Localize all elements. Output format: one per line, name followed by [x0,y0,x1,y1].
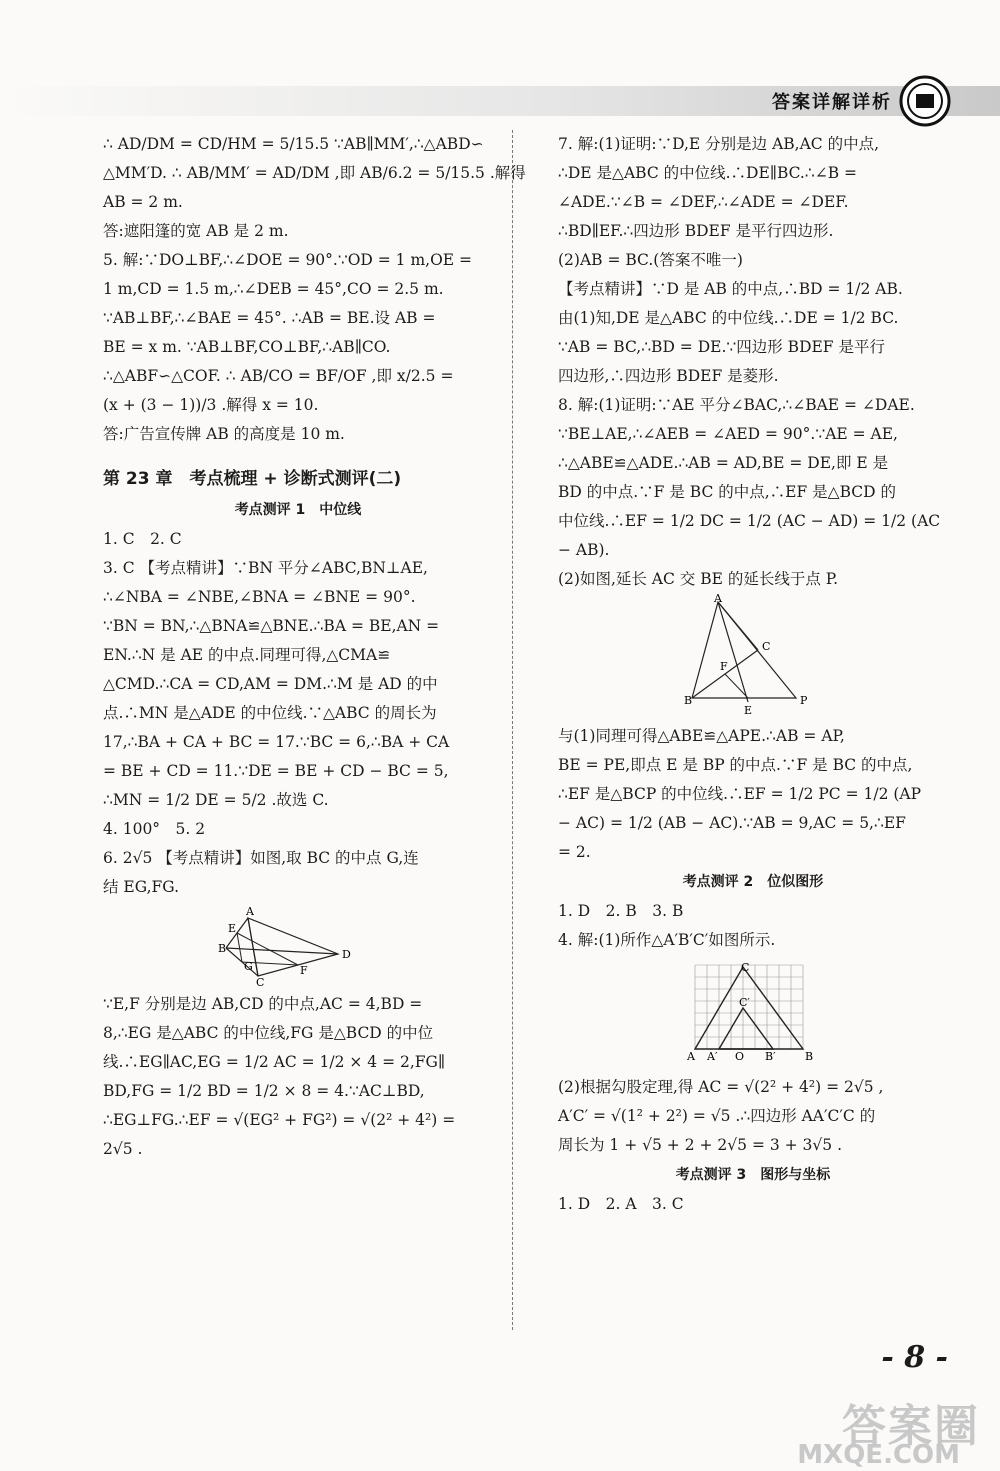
text-line: (2)AB = BC.(答案不唯一) [558,251,743,269]
text-line: 结 EG,FG. [103,878,180,896]
text-line: 答:遮阳篷的宽 AB 是 2 m. [103,222,289,240]
text-line: ∠ADE.∵∠B = ∠DEF,∴∠ADE = ∠DEF. [558,193,849,211]
fig1-label-a: A [246,905,254,918]
fig1-label-f: F [300,964,308,977]
logo-icon [898,74,952,128]
text-line: 1. C 2. C [103,530,182,548]
watermark-sub: MXQE.COM [797,1440,960,1470]
fig2-label-c: C [762,640,771,653]
fig2-label-f: F [720,660,728,673]
text-line: 【考点精讲】∵D 是 AB 的中点,∴BD = 1/2 AB. [558,280,903,298]
fig3-label-o: O [735,1050,745,1063]
left-column [103,130,526,1164]
text-line: ∵E,F 分别是边 AB,CD 的中点,AC = 4,BD = [103,995,423,1013]
text-line: ∴EF 是△BCP 的中位线.∴EF = 1/2 PC = 1/2 (AP [558,785,922,803]
fig1-label-d: D [342,948,351,961]
fig1-label-g: G [244,960,253,973]
text-line: 四边形,∴四边形 BDEF 是菱形. [558,367,779,385]
text-line: 4. 解:(1)所作△A′B′C′如图所示. [558,931,776,949]
text-line: △MM′D. ∴ AB/MM′ = AD/DM ,即 AB/6.2 = 5/15.5 .解得 [103,164,526,182]
fig3-label-c: C [741,961,750,974]
fig2-label-p: P [800,694,808,707]
fig3-label-a-prime: A′ [707,1050,718,1063]
header-title: 答案详解详析 [772,92,892,113]
text-line: = BE + CD = 11.∵DE = BE + CD − BC = 5, [103,762,449,780]
text-line: 1 m,CD = 1.5 m,∴∠DEB = 45°,CO = 2.5 m. [103,280,444,298]
triangle-figure [684,592,818,718]
text-line: 中位线.∴EF = 1/2 DC = 1/2 (AC − AD) = 1/2 (AC [558,512,941,530]
text-line: 5. 解:∵DO⊥BF,∴∠DOE = 90°.∵OD = 1 m,OE = [103,251,473,269]
fig3-label-c-prime: C′ [739,996,750,1009]
text-line: (2)根据勾股定理,得 AC = √(2² + 4²) = 2√5 , [558,1078,884,1096]
text-line: 8. 解:(1)证明:∵AE 平分∠BAC,∴∠BAE = ∠DAE. [558,396,915,414]
quadrilateral-figure [218,905,378,989]
text-line: ∴EG⊥FG.∴EF = √(EG² + FG²) = √(2² + 4²) = [103,1111,456,1129]
fig2-label-b: B [684,694,693,707]
text-line: ∴DE 是△ABC 的中位线.∴DE∥BC.∴∠B = [558,164,858,182]
text-line: ∴△ABF∽△COF. ∴ AB/CO = BF/OF ,即 x/2.5 = [103,367,454,385]
fig3-label-a: A [687,1050,695,1063]
fig2-label-a: A [714,592,722,605]
text-line: △CMD.∴CA = CD,AM = DM.∴M 是 AD 的中 [103,675,438,693]
fig3-label-b: B [805,1050,814,1063]
text-line: 6. 2√5 【考点精讲】如图,取 BC 的中点 G,连 [103,849,419,867]
text-line: ∵BN = BN,∴△BNA≌△BNE.∴BA = BE,AN = [103,617,440,635]
fig3-label-b-prime: B′ [765,1050,776,1063]
text-line: 8,∴EG 是△ABC 的中位线,FG 是△BCD 的中位 [103,1024,434,1042]
text-line: 由(1)知,DE 是△ABC 的中位线.∴DE = 1/2 BC. [558,309,899,327]
text-line: 周长为 1 + √5 + 2 + 2√5 = 3 + 3√5 . [558,1136,843,1154]
text-line: = 2. [558,843,591,861]
text-line: 答:广告宣传牌 AB 的高度是 10 m. [103,425,345,443]
text-line: 线.∴EG∥AC,EG = 1/2 AC = 1/2 × 4 = 2,FG∥ [103,1053,446,1071]
column-divider [512,130,513,1330]
fig2-label-e: E [744,704,753,717]
text-line: 4. 100° 5. 2 [103,820,206,838]
text-line: 17,∴BA + CA + BC = 17.∵BC = 6,∴BA + CA [103,733,450,751]
text-line: 1. D 2. B 3. B [558,902,684,920]
section-title-2: 考点测评 2 位似图形 [682,874,824,890]
text-line: ∵AB = BC,∴BD = DE.∵四边形 BDEF 是平行 [558,338,885,356]
section-title-1: 考点测评 1 中位线 [234,502,362,518]
text-line: (x + (3 − 1))/3 .解得 x = 10. [103,396,319,414]
text-line: 点.∴MN 是△ADE 的中位线.∵△ABC 的周长为 [103,704,437,722]
page-number: - 8 - [881,1340,948,1375]
text-line: BE = x m. ∵AB⊥BF,CO⊥BF,∴AB∥CO. [103,338,391,356]
fig1-label-e: E [228,922,237,935]
text-line: BE = PE,即点 E 是 BP 的中点.∵F 是 BC 的中点, [558,756,913,774]
text-line: 1. D 2. A 3. C [558,1195,684,1213]
text-line: (2)如图,延长 AC 交 BE 的延长线于点 P. [558,570,838,588]
text-line: 3. C 【考点精讲】∵BN 平分∠ABC,BN⊥AE, [103,559,428,577]
grid-figure [683,959,823,1069]
text-line: ∴∠NBA = ∠NBE,∠BNA = ∠BNE = 90°. [103,588,416,606]
text-line: 7. 解:(1)证明:∵D,E 分别是边 AB,AC 的中点, [558,135,880,153]
text-line: 与(1)同理可得△ABE≌△APE.∴AB = AP, [558,727,845,745]
text-line: − AB). [558,541,610,559]
text-line: BD 的中点.∵F 是 BC 的中点,∴EF 是△BCD 的 [558,483,896,501]
watermark: 答案圈 [842,1401,980,1452]
text-line: 2√5 . [103,1140,143,1158]
text-line: ∵AB⊥BF,∴∠BAE = 45°. ∴AB = BE.设 AB = [103,309,436,327]
text-line: ∵BE⊥AE,∴∠AEB = ∠AED = 90°.∵AE = AE, [558,425,898,443]
text-line: AB = 2 m. [103,193,183,211]
text-line: ∴ AD/DM = CD/HM = 5/15.5 ∵AB∥MM′,∴△ABD∽ [103,135,484,153]
section-title-3: 考点测评 3 图形与坐标 [675,1167,831,1183]
fig1-label-c: C [256,976,265,989]
text-line: EN.∴N 是 AE 的中点.同理可得,△CMA≌ [103,646,391,664]
text-line: A′C′ = √(1² + 2²) = √5 .∴四边形 AA′C′C 的 [558,1107,876,1125]
fig1-label-b: B [218,942,227,955]
text-line: − AC) = 1/2 (AB − AC).∵AB = 9,AC = 5,∴EF [558,814,906,832]
text-line: BD,FG = 1/2 BD = 1/2 × 8 = 4.∵AC⊥BD, [103,1082,425,1100]
text-line: ∴MN = 1/2 DE = 5/2 .故选 C. [103,791,329,809]
text-line: ∴BD∥EF.∴四边形 BDEF 是平行四边形. [558,222,834,240]
right-column [558,130,948,1219]
text-line: ∴△ABE≌△ADE.∴AB = AD,BE = DE,即 E 是 [558,454,889,472]
chapter-title: 第 23 章 考点梳理 + 诊断式测评(二) [103,469,402,489]
